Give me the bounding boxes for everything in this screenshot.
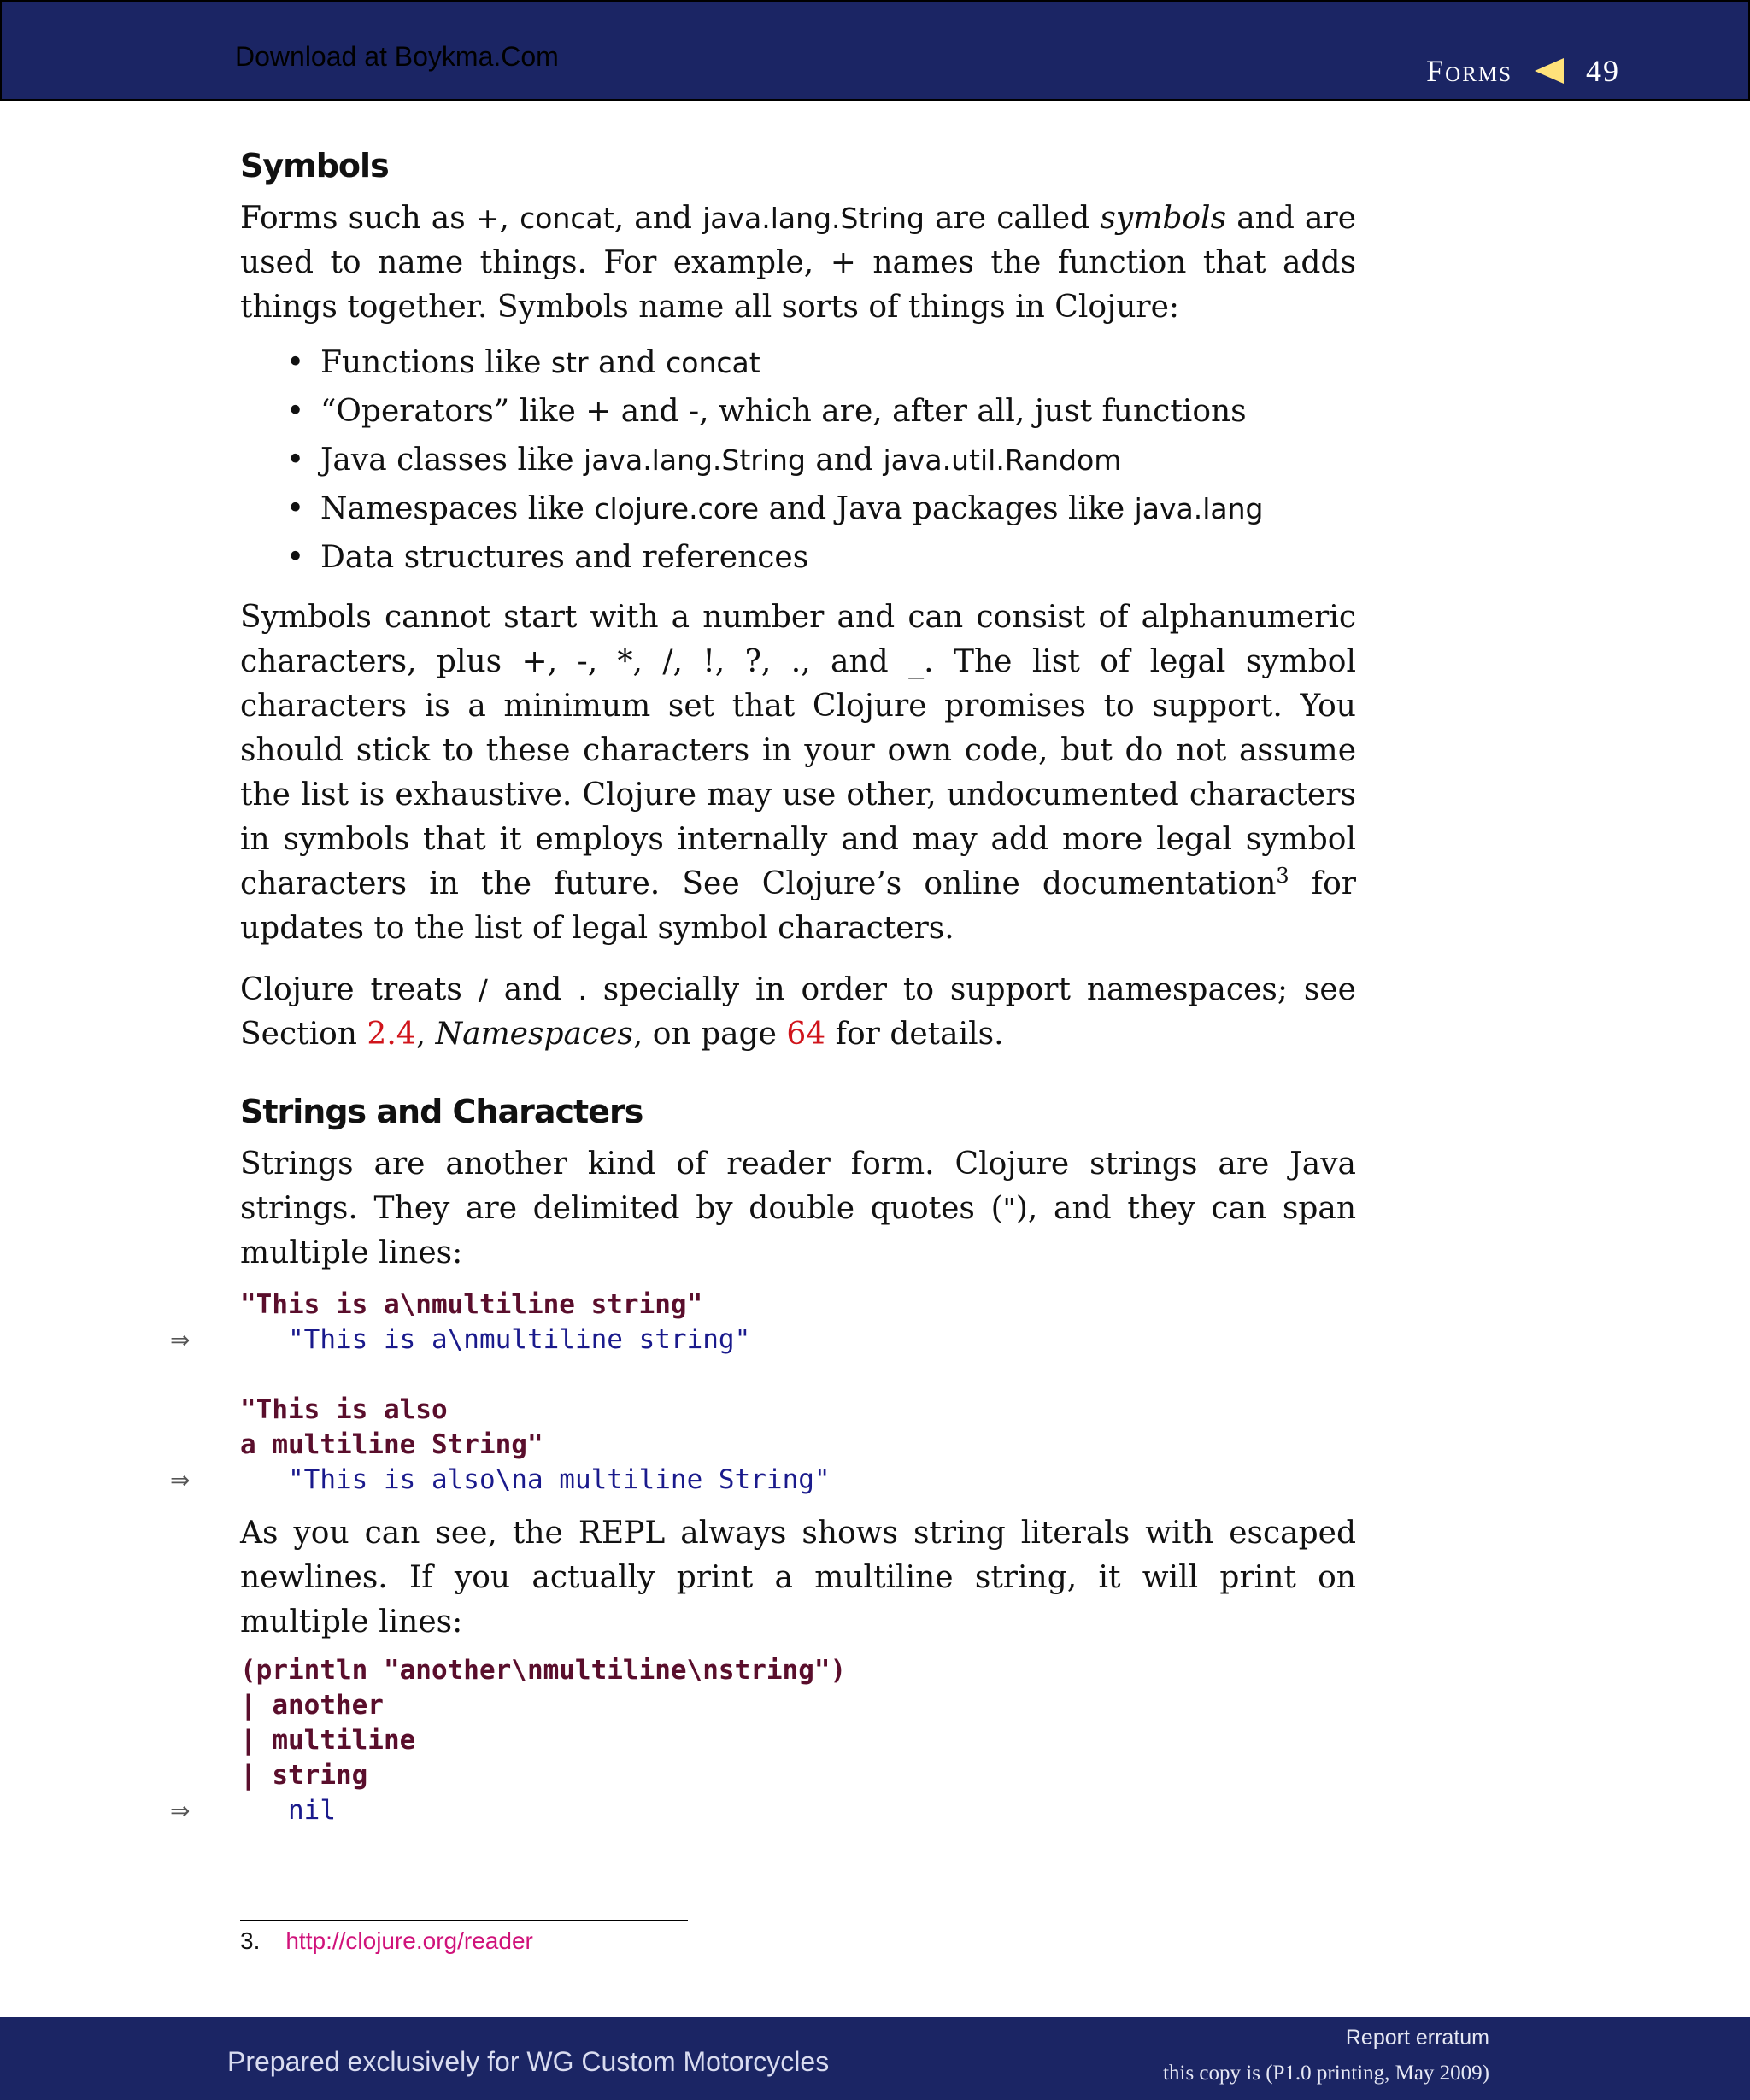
page-link[interactable]: 64: [786, 1017, 826, 1052]
report-erratum-link[interactable]: Report erratum: [1345, 2026, 1489, 2050]
code-example-2: "This is also a multiline String" ⇒ "This is also\na multiline String": [240, 1393, 1356, 1498]
list-item: • Functions like str and concat: [240, 338, 1356, 387]
symbols-intro: Forms such as +, concat, and java.lang.String are called symbols and are used to name things. For example, + names the function that adds things together. Symbols name all sorts of things in Clojure:: [240, 201, 1357, 325]
result-arrow-icon: ⇒: [170, 1326, 191, 1354]
section-title: Forms: [1426, 54, 1512, 88]
symbols-list: [240, 338, 1356, 582]
code-example-3: (println "another\nmultiline\nstring") | another | multiline | string ⇒ nil: [240, 1653, 1356, 1828]
page-header: [0, 0, 1750, 101]
repl-paragraph: As you can see, the REPL always shows string literals with escaped newlines. If you actually print a multiline string, it will print on multiple lines:: [240, 1516, 1356, 1640]
footnote-link[interactable]: http://clojure.org/reader: [285, 1927, 533, 1954]
result-arrow-icon: ⇒: [170, 1466, 191, 1494]
strings-intro: Strings are another kind of reader form. Clojure strings are Java strings. They are delimited by double quotes ("), and they can span multiple lines:: [240, 1147, 1357, 1270]
strings-heading: Strings and Characters: [240, 1093, 643, 1130]
list-item: • Data structures and references: [240, 533, 1356, 582]
page-content: [170, 137, 1357, 1828]
footnote: [240, 1927, 533, 1955]
result-arrow-icon: ⇒: [170, 1797, 191, 1825]
symbols-rules-paragraph: Symbols cannot start with a number and can consist of alphanumeric characters, plus +, -, *, /, !, ?, ., and _. The list of legal symbol characters is a minimum set that Clojure promises to support. You should stick to these characters in your own code, but do not assume the list is exhaustive. Clojure may use other, undocumented characters in symbols that it employs internally and may add more legal symbol characters in the future. See Clojure’s online documentation$^3$ for updates to the list of legal symbol characters.: [240, 600, 1356, 946]
copy-info: this copy is (P1.0 printing, May 2009): [1163, 2062, 1489, 2085]
prepared-for: Prepared exclusively for WG Custom Motorcycles: [227, 2046, 830, 2077]
footnote-ref[interactable]: 3: [1276, 864, 1289, 888]
list-item: • Java classes like java.lang.String and java.util.Random: [240, 436, 1356, 484]
list-item: • Namespaces like clojure.core and Java packages like java.lang: [240, 484, 1356, 533]
namespaces-paragraph: Clojure treats / and . specially in order to support namespaces; see Section 2.4, Namespaces, on page 64 for details.: [240, 972, 1356, 1052]
download-watermark: Download at Boykma.Com: [235, 41, 559, 72]
page-number: 49: [1586, 54, 1620, 88]
symbols-heading: Symbols: [240, 147, 389, 185]
section-link[interactable]: 2.4: [367, 1017, 416, 1052]
list-item: • “Operators” like + and -, which are, after all, just functions: [240, 387, 1356, 436]
footnote-number: 3.: [240, 1927, 261, 1954]
footnote-divider: [240, 1920, 688, 1921]
running-head: [1426, 53, 1620, 89]
previous-page-triangle-icon[interactable]: [1535, 58, 1564, 84]
code-example-1: "This is a\nmultiline string" ⇒ "This is a\nmultiline string": [240, 1288, 1356, 1358]
